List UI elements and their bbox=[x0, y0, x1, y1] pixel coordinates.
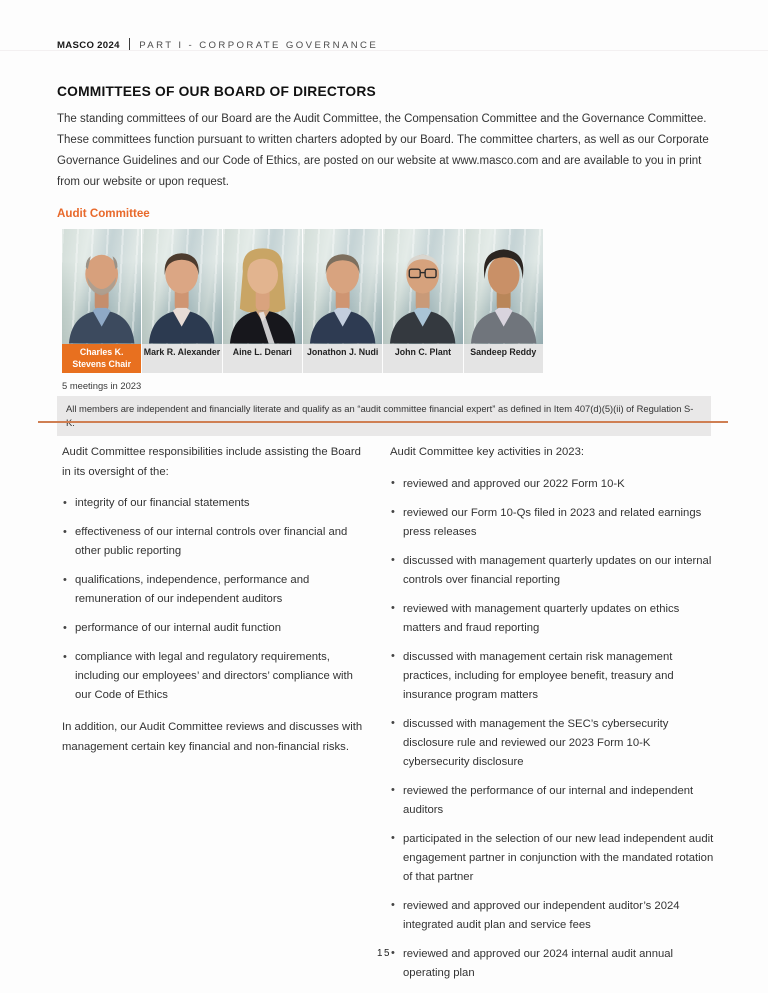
header-rule bbox=[0, 50, 768, 51]
member-name-label: John C. Plant bbox=[383, 344, 462, 373]
member-name-label: Mark R. Alexander bbox=[142, 344, 221, 373]
bullet-item: • reviewed and approved our 2024 internal audit annual operating plan bbox=[390, 945, 716, 983]
bullet-item: • participated in the selection of our new lead independent audit engagement partner in conjunction with the mandated rotation of that partner bbox=[390, 830, 716, 887]
bullet-item: • compliance with legal and regulatory requirements, including our employees’ and directors’ compliance with our Code of Ethics bbox=[62, 648, 363, 705]
committee-photo-strip bbox=[62, 229, 543, 373]
section-divider bbox=[38, 421, 728, 423]
page-number: 15 bbox=[377, 948, 391, 959]
responsibilities-list bbox=[62, 494, 363, 705]
header-section-label: PART I - CORPORATE GOVERNANCE bbox=[139, 40, 379, 51]
member-cell bbox=[464, 229, 543, 373]
portrait-mark-r-alexander bbox=[142, 229, 221, 344]
activities-intro: Audit Committee key activities in 2023: bbox=[390, 446, 585, 458]
member-photo bbox=[383, 229, 462, 344]
bullet-item: • reviewed our Form 10-Qs filed in 2023 and related earnings press releases bbox=[390, 504, 716, 542]
member-photo bbox=[303, 229, 382, 344]
bullet-item: • reviewed and approved our 2022 Form 10-K bbox=[390, 475, 716, 494]
member-name-label: Sandeep Reddy bbox=[464, 344, 543, 373]
member-photo bbox=[62, 229, 141, 344]
activities-list bbox=[390, 475, 716, 983]
independence-note: All members are independent and financially literate and qualify as an “audit committee financial expert” as defined in Item 407(d)(5)(ii) of Regulation S-K. bbox=[57, 396, 711, 436]
responsibilities-intro: Audit Committee responsibilities include assisting the Board in its oversight of the: bbox=[62, 446, 361, 478]
portrait-jonathon-j-nudi bbox=[303, 229, 382, 344]
member-photo bbox=[223, 229, 302, 344]
portrait-sandeep-reddy bbox=[464, 229, 543, 344]
intro-paragraph: The standing committees of our Board are the Audit Committee, the Compensation Committee and the Governance Committee. These committees function pursuant to written charters adopted by our Board. The committee charters, as well as our Corporate Governance Guidelines and our Code of Ethics, are posted on our website at www.masco.com and are available to you in print from our website or upon request. bbox=[57, 113, 709, 188]
member-name-label: Charles K. Stevens Chair bbox=[62, 344, 141, 373]
committee-heading: Audit Committee bbox=[57, 207, 150, 220]
bullet-item: • reviewed with management quarterly updates on ethics matters and fraud reporting bbox=[390, 600, 716, 638]
brand-logo-text: MASCO 2024 bbox=[57, 40, 120, 51]
bullet-item: • performance of our internal audit function bbox=[62, 619, 363, 638]
portrait-charles-k-stevens bbox=[62, 229, 141, 344]
member-name-label: Aine L. Denari bbox=[223, 344, 302, 373]
responsibilities-column bbox=[62, 443, 363, 993]
member-cell bbox=[383, 229, 462, 373]
activities-column bbox=[390, 443, 716, 993]
member-cell bbox=[223, 229, 302, 373]
member-name-label: Jonathon J. Nudi bbox=[303, 344, 382, 373]
bullet-item: • reviewed and approved our independent auditor’s 2024 integrated audit plan and service fees bbox=[390, 897, 716, 935]
responsibilities-closing: In addition, our Audit Committee reviews and discusses with management certain key financial and non-financial risks. bbox=[62, 721, 363, 753]
bullet-item: • discussed with management quarterly updates on our internal controls over financial reporting bbox=[390, 552, 716, 590]
bullet-item: • discussed with management certain risk management practices, including for employee benefit, treasury and insurance program matters bbox=[390, 648, 716, 705]
two-column-section bbox=[62, 443, 716, 993]
page-title: COMMITTEES OF OUR BOARD OF DIRECTORS bbox=[57, 84, 376, 99]
bullet-item: • integrity of our financial statements bbox=[62, 494, 363, 513]
member-cell bbox=[62, 229, 141, 373]
portrait-john-c-plant bbox=[383, 229, 462, 344]
portrait-aine-l-denari bbox=[223, 229, 302, 344]
bullet-item: • qualifications, independence, performance and remuneration of our independent auditors bbox=[62, 571, 363, 609]
bullet-item: • reviewed the performance of our internal and independent auditors bbox=[390, 782, 716, 820]
bullet-item: • effectiveness of our internal controls over financial and other public reporting bbox=[62, 523, 363, 561]
main-content bbox=[57, 84, 715, 436]
member-cell bbox=[142, 229, 221, 373]
meetings-count: 5 meetings in 2023 bbox=[62, 380, 142, 391]
member-photo bbox=[142, 229, 221, 344]
member-cell bbox=[303, 229, 382, 373]
bullet-item: • discussed with management the SEC’s cybersecurity disclosure rule and reviewed our 2023 Form 10-K cybersecurity disclosure bbox=[390, 715, 716, 772]
member-photo bbox=[464, 229, 543, 344]
